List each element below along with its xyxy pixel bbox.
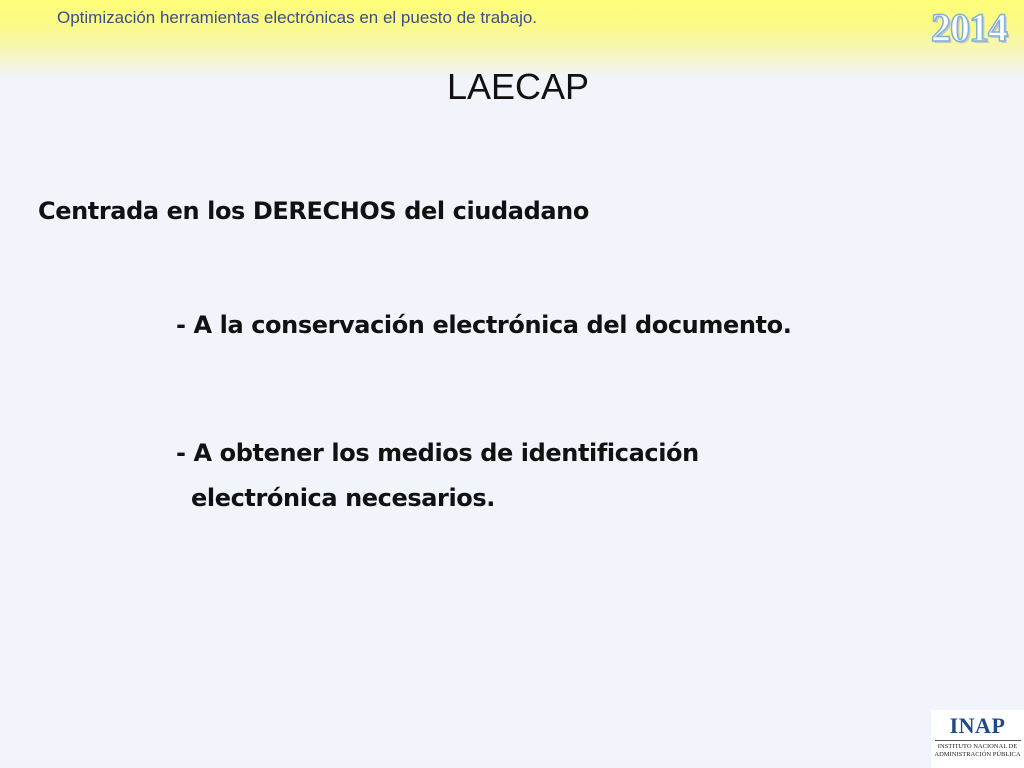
- header-title: Optimización herramientas electrónicas en el puesto de trabajo.: [57, 8, 538, 27]
- bullet-item-identification: - A obtener los medios de identificación: [176, 439, 699, 467]
- slide-title: LAECAP: [446, 66, 590, 107]
- inap-logo-line1: INSTITUTO NACIONAL DE: [937, 743, 1018, 750]
- bullet-item-identification-continuation: electrónica necesarios.: [191, 484, 495, 512]
- intro-text: Centrada en los DERECHOS del ciudadano: [38, 197, 589, 225]
- bullet-item-conservation: - A la conservación electrónica del documento.: [176, 311, 792, 339]
- year-logo: 2014: [931, 5, 1007, 50]
- inap-logo-divider: [935, 740, 1021, 741]
- inap-logo-line2: ADMINISTRACIÓN PÚBLICA: [934, 751, 1021, 758]
- inap-logo-name: INAP: [949, 713, 1006, 738]
- inap-logo: [931, 710, 1024, 768]
